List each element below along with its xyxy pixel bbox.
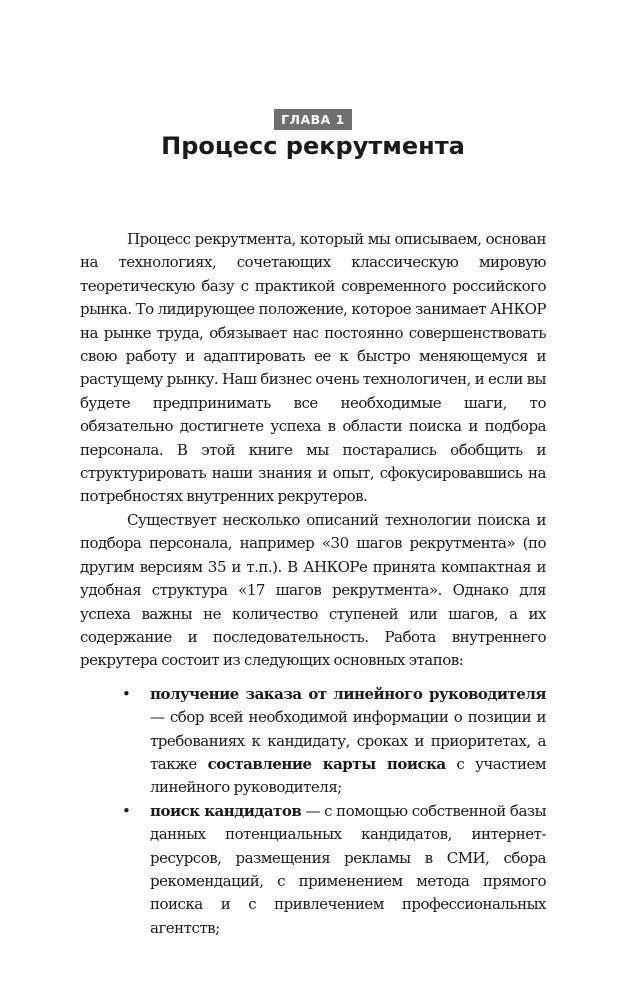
- chapter-title: Процесс рекрутмента: [161, 132, 465, 160]
- paragraph-1: Процесс рекрутмента, который мы описываем, основан на технологиях, сочетающих классическую мировую теоретическую базу с практикой современного российского рынка. То лидирующее положение, которое занимает АНКОР на рынке труда, обязывает нас постоянно совершенствовать свою работу и адаптировать ее к быстро меняющемуся и растущему рынку. Наш бизнес очень технологичен, и если вы будете предпринимать все необходимые шаги, то обязательно достигнете успеха в области поиска и подбора персонала. В этой книге мы постарались обобщить и структурировать наши знания и опыт, сфокусировавшись на потребностях внутренних рекрутеров.: [80, 230, 546, 506]
- chapter-label: ГЛАВА 1: [274, 109, 352, 130]
- bullet-bold-term: составление карты поиска: [207, 754, 446, 773]
- bullet-bold-term: получение заказа от линейного руководителя: [150, 684, 546, 703]
- bullet-text: — с помощью собственной базы данных потенциальных кандидатов, интернет-ресурсов, размещения рекламы в СМИ, сбора рекомендаций, с применением метода прямого поиска и с привлечением профессиональных агентств;: [150, 801, 547, 937]
- bullet-text: — сбор всей необходимой информации о позиции и требованиях к кандидату, сроках и приоритетах, а также: [150, 708, 546, 773]
- bullet-text: с участием линейного руководителя;: [150, 754, 546, 797]
- list-item: [122, 683, 546, 800]
- bullet-bold-term: поиск кандидатов: [150, 801, 302, 820]
- stages-list: [80, 683, 546, 940]
- chapter-label-container: [80, 109, 546, 130]
- paragraph-2: Существует несколько описаний технологии поиска и подбора персонала, например «30 шагов рекрутмента» (по другим версиям 35 и т.п.). В АНКОРе принята компактная и удобная структура «17 шагов рекрутмента». Однако для успеха важны не количество ступеней или шагов, а их содержание и последовательность. Работа внутреннего рекрутера состоит из следующих основных этапов:: [80, 510, 546, 670]
- chapter-body: [80, 228, 546, 940]
- list-item: [122, 800, 547, 940]
- bullet-marker: •: [122, 801, 131, 820]
- book-page: [80, 0, 546, 1000]
- bullet-marker: •: [122, 684, 131, 703]
